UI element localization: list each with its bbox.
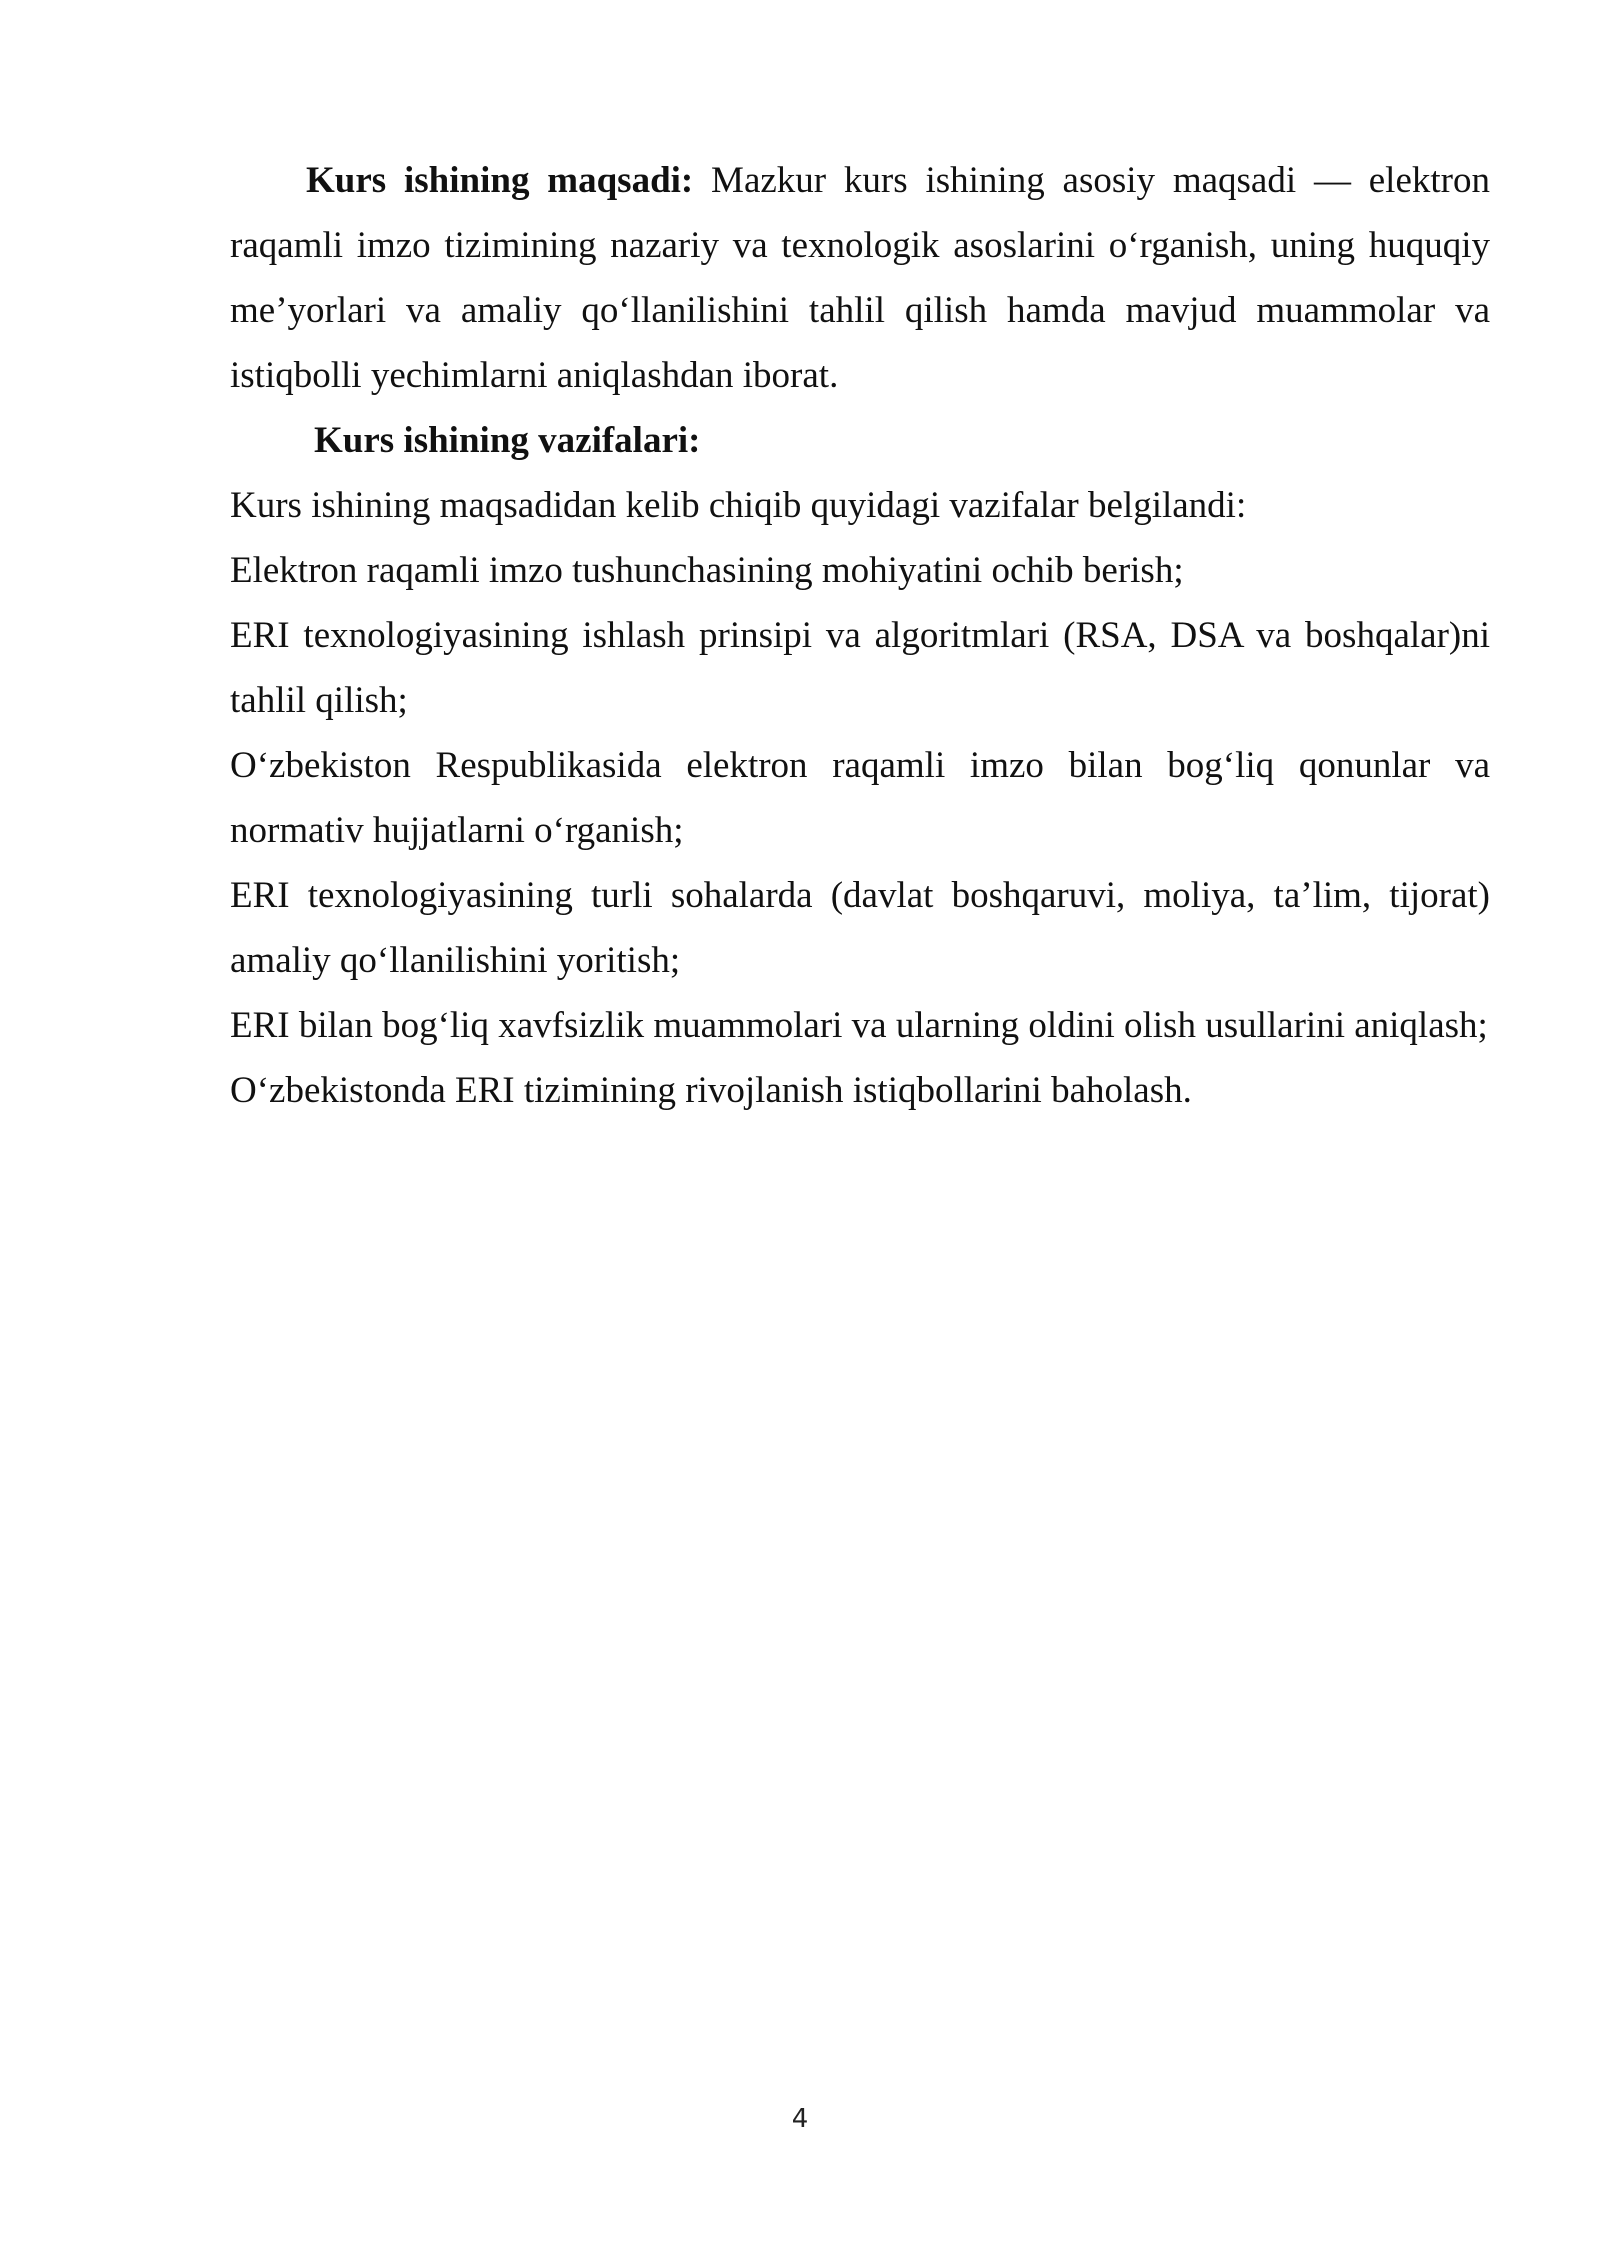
goal-text: Mazkur kurs ishining asosiy maqsadi — elektron raqamli imzo tizimining nazariy va texnologik asoslarini o‘rganish, uning huquqiy me’yorlari va amaliy qo‘llanilishini tahlil qilish hamda mavjud muammolar va istiqbolli yechimlarni aniqlashdan iborat. [230, 160, 1490, 396]
goal-paragraph [230, 148, 1490, 408]
task-item: O‘zbekiston Respublikasida elektron raqamli imzo bilan bog‘liq qonunlar va normativ hujjatlarni o‘rganish; [230, 745, 1490, 851]
task-item: Elektron raqamli imzo tushunchasining mohiyatini ochib berish; [230, 550, 1184, 591]
tasks-intro: Kurs ishining maqsadidan kelib chiqib quyidagi vazifalar belgilandi: [230, 485, 1247, 526]
task-item: ERI texnologiyasining turli sohalarda (davlat boshqaruvi, moliya, ta’lim, tijorat) amaliy qo‘llanilishini yoritish; [230, 875, 1490, 981]
task-item: O‘zbekistonda ERI tizimining rivojlanish istiqbollarini baholash. [230, 1070, 1192, 1111]
page-number: 4 [791, 2104, 809, 2134]
document-body [230, 148, 1490, 1123]
task-item: ERI bilan bog‘liq xavfsizlik muammolari va ularning oldini olish usullarini aniqlash; [230, 1005, 1488, 1046]
goal-heading: Kurs ishining maqsadi: [306, 160, 694, 201]
tasks-heading: Kurs ishining vazifalari: [314, 420, 701, 461]
task-item: ERI texnologiyasining ishlash prinsipi va algoritmlari (RSA, DSA va boshqalar)ni tahlil qilish; [230, 615, 1490, 721]
